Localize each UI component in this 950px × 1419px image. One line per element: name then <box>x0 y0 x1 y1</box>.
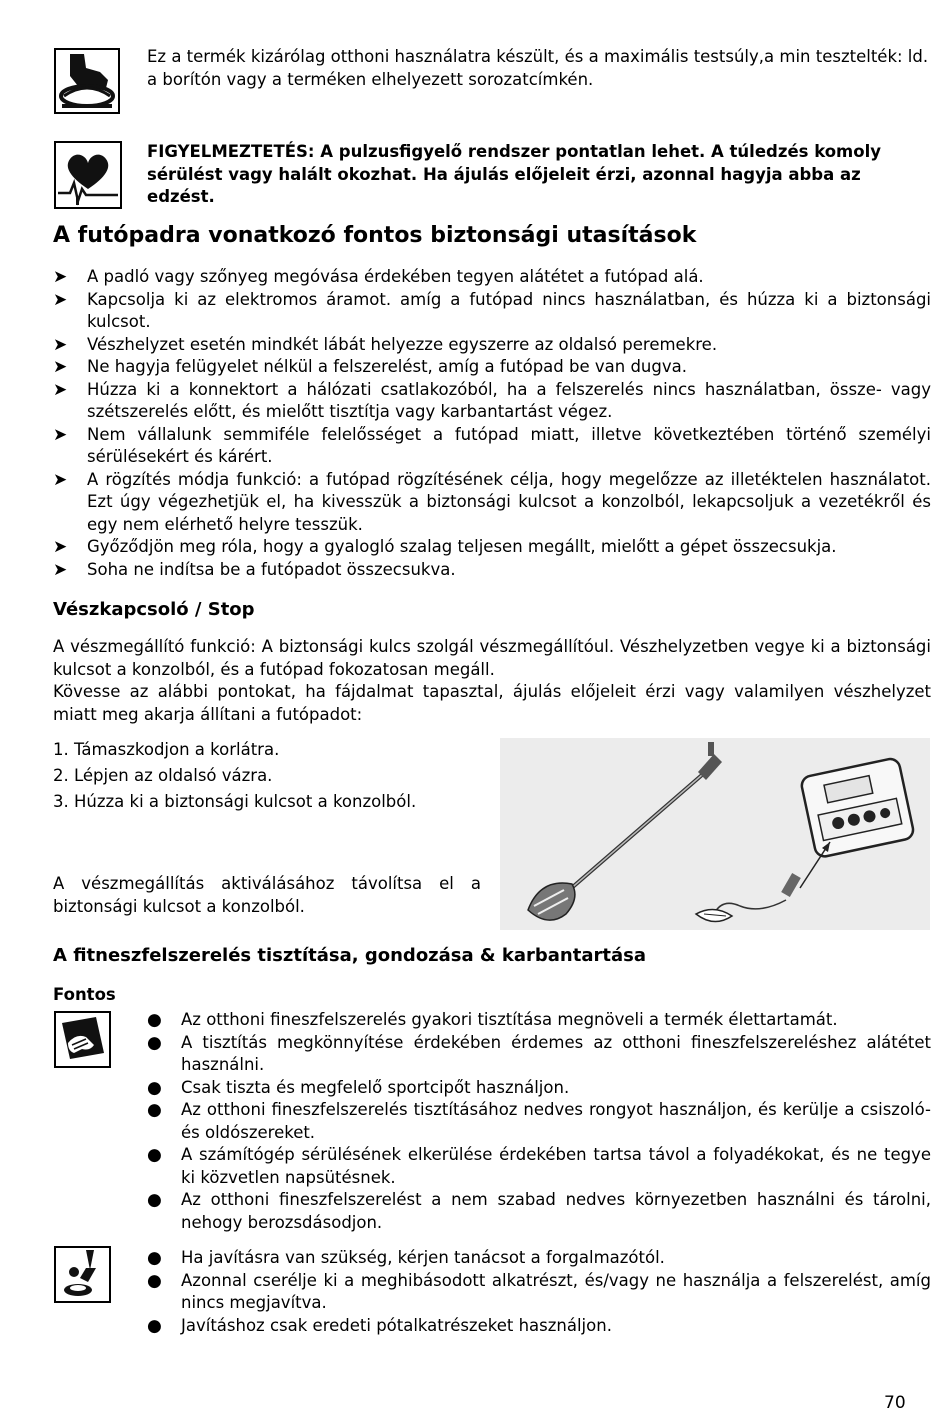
stop-activation: A vészmegállítás aktiválásához távolítsa el a biztonsági kulcsot a konzolból. <box>53 874 481 916</box>
bullet-dot-icon: ● <box>147 1077 162 1098</box>
list-item: ➤ Soha ne indítsa be a futópadot összecsukva. <box>53 559 456 580</box>
repair-tools-icon <box>54 1246 111 1303</box>
list-item: ● A számítógép sérülésének elkerülése érdekében tartsa távol a folyadékokat, és ne tegye ki közvetlen napsütésnek. <box>147 1145 931 1187</box>
stop-paragraph-2: Kövesse az alábbi pontokat, ha fájdalmat tapasztal, ájulás előjeleit érzi vagy valamilyen vészhelyzet miatt meg akarja állítani a futópadot: <box>53 682 931 724</box>
cleaning-list <box>145 1009 931 1234</box>
arrow-bullet-icon: ➤ <box>53 267 68 287</box>
scale-weight-icon <box>54 48 120 114</box>
list-item: ➤ Húzza ki a konnektort a hálózati csatlakozóból, ha a felszerelés nincs használatban, össze- vagy szétszerelés előtt, és mielőtt tisztítja vagy karbantartást végez. <box>53 379 931 421</box>
safety-list <box>53 266 931 581</box>
list-item: ➤ Ne hagyja felügyelet nélkül a felszerelést, amíg a futópad be van dugva. <box>53 357 687 377</box>
care-heading: A fitneszfelszerelés tisztítása, gondozása & karbantartása <box>53 945 646 966</box>
list-item: ➤ A rögzítés módja funkció: a futópad rögzítésének célja, hogy megelőzze az illetéktelen használatot. Ezt úgy végezhetjük el, ha kivesszük a biztonsági kulcsot a konzolból, lekapcsoljuk a vezetékről és egy nem elérhető helyre tesszük. <box>53 469 931 534</box>
page-number: 70 <box>884 1393 906 1413</box>
stop-step-1: 1. Támaszkodjon a korlátra. <box>53 740 280 759</box>
heart-pulse-icon <box>54 141 122 209</box>
arrow-bullet-icon: ➤ <box>53 537 68 557</box>
arrow-bullet-icon: ➤ <box>53 559 68 580</box>
arrow-bullet-icon: ➤ <box>53 379 68 400</box>
list-item: ● A tisztítás megkönnyítése érdekében érdemes az otthoni fineszfelszereléshez alátétet használni. <box>147 1032 931 1074</box>
bullet-dot-icon: ● <box>147 1248 162 1268</box>
list-item: ● Csak tiszta és megfelelő sportcipőt használjon. <box>147 1077 570 1098</box>
list-item: ➤ Vészhelyzet esetén mindkét lábát helyezze egyszerre az oldalsó peremekre. <box>53 334 718 355</box>
arrow-bullet-icon: ➤ <box>53 289 68 310</box>
list-item: ➤ A padló vagy szőnyeg megóvása érdekében tegyen alátétet a futópad alá. <box>53 267 704 287</box>
list-item: ● Javításhoz csak eredeti pótalkatrészeket használjon. <box>147 1315 612 1336</box>
list-item: ➤ Győződjön meg róla, hogy a gyalogló szalag teljesen megállt, mielőtt a gépet összecsukja. <box>53 537 837 557</box>
arrow-bullet-icon: ➤ <box>53 334 68 355</box>
stop-step-3: 3. Húzza ki a biztonsági kulcsot a konzolból. <box>53 792 417 811</box>
bullet-dot-icon: ● <box>147 1190 162 1210</box>
list-item: ● Az otthoni fineszfelszerelés tisztításához nedves rongyot használjon, és kerülje a csiszoló- és oldószereket. <box>147 1100 931 1142</box>
safety-heading: A futópadra vonatkozó fontos biztonsági utasítások <box>53 223 697 248</box>
bullet-dot-icon: ● <box>147 1270 162 1291</box>
cleaning-hand-icon <box>54 1011 111 1068</box>
bullet-dot-icon: ● <box>147 1315 162 1336</box>
bullet-dot-icon: ● <box>147 1032 162 1053</box>
list-item: ➤ Nem vállalunk semmiféle felelősséget a futópad miatt, illetve következtében történő személyi sérülésekért és kárért. <box>53 424 931 466</box>
bullet-dot-icon: ● <box>147 1010 162 1030</box>
list-item: ● Azonnal cserélje ki a meghibásodott alkatrészt, és/vagy ne használja a felszerelést, amíg nincs megjavítva. <box>147 1270 931 1312</box>
bullet-dot-icon: ● <box>147 1100 162 1120</box>
stop-heading: Vészkapcsoló / Stop <box>53 599 255 620</box>
list-item: ● Az otthoni fineszfelszerelést a nem szabad nedves környezetben használni és tárolni, nehogy berozsdásodjon. <box>147 1190 931 1232</box>
weight-notice: Ez a termék kizárólag otthoni használatra készült, és a maximális testsúly,a min tesztelték: ld. a borítón vagy a terméken elhelyezett sorozatcímkén. <box>147 47 929 89</box>
repair-list <box>145 1247 931 1337</box>
stop-paragraph-1: A vészmegállító funkció: A biztonsági kulcs szolgál vészmegállítóul. Vészhelyzetben vegye ki a biztonsági kulcsot a konzolból, és a futópad fokozatosan megáll. <box>53 637 931 679</box>
safety-key-illustration <box>500 738 930 930</box>
bullet-dot-icon: ● <box>147 1145 162 1165</box>
list-item: ➤ Kapcsolja ki az elektromos áramot. amíg a futópad nincs használatban, és húzza ki a biztonsági kulcsot. <box>53 289 931 331</box>
list-item: ● Az otthoni fineszfelszerelés gyakori tisztítása megnöveli a termék élettartamát. <box>147 1010 838 1030</box>
pulse-warning: FIGYELMEZTETÉS: A pulzusfigyelő rendszer pontatlan lehet. A túledzés komoly sérülést vagy halált okozhat. Ha ájulás előjeleit érzi, azonnal hagyja abba az edzést. <box>147 142 882 206</box>
arrow-bullet-icon: ➤ <box>53 424 68 445</box>
arrow-bullet-icon: ➤ <box>53 469 68 490</box>
stop-step-2: 2. Lépjen az oldalsó vázra. <box>53 766 273 785</box>
arrow-bullet-icon: ➤ <box>53 357 68 377</box>
care-subheading: Fontos <box>53 985 116 1004</box>
list-item: ● Ha javításra van szükség, kérjen tanácsot a forgalmazótól. <box>147 1248 665 1268</box>
